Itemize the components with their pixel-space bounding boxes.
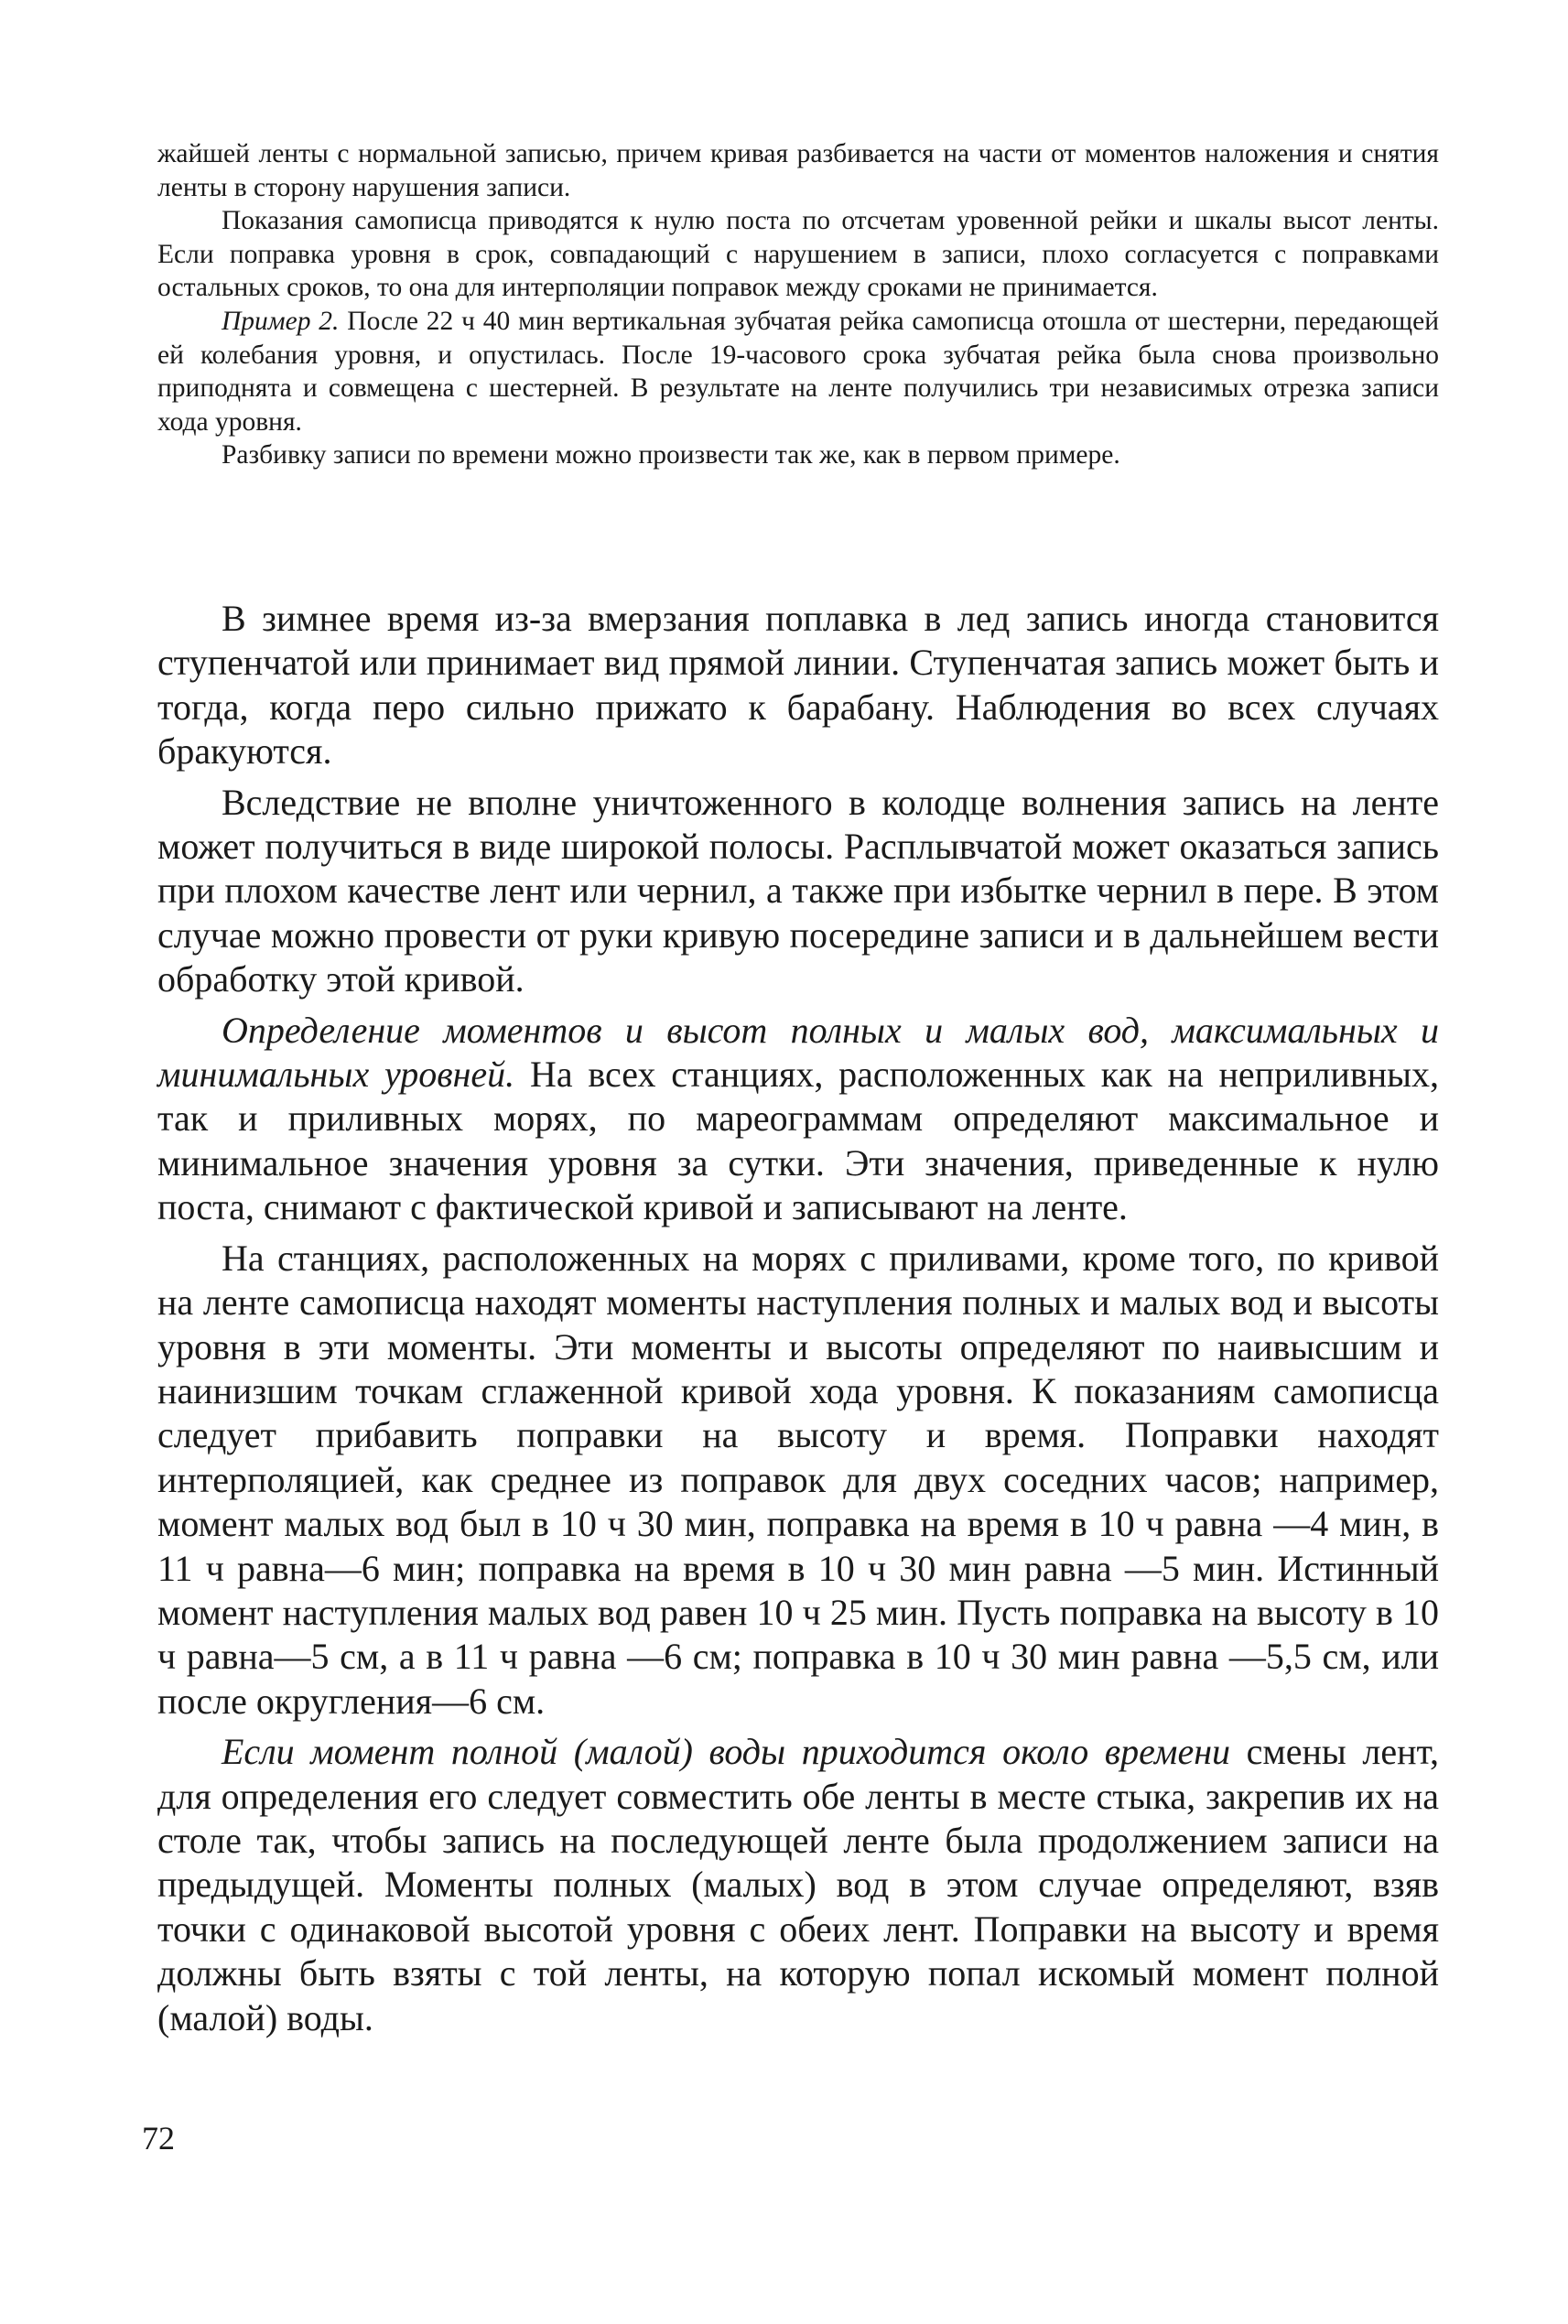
paragraph-time-split: Разбивку записи по времени можно произвести так же, как в первом примере. (222, 440, 1120, 470)
main-text-block (157, 597, 1439, 2047)
example-label: Пример 2. (222, 306, 340, 336)
paragraph-tides: На станциях, расположенных на морях с приливами, кроме того, по кривой на ленте самописца находят моменты наступления полных и малых вод и высоты уровня в эти моменты. Эти моменты и высоты определяют по наивысшим и наинизшим точкам сглаженной кривой хода уровня. К показаниям самописца следует прибавить поправки на высоту и время. Поправки находят интерполяцией, как среднее из поправок для двух соседних часов; например, момент малых вод был в 10 ч 30 мин, поправка на время в 10 ч равна —4 мин, в 11 ч равна—6 мин; поправка на время в 10 ч 30 мин равна —5 мин. Истинный момент наступления малых вод равен 10 ч 25 мин. Пусть поправка на высоту в 10 ч равна—5 см, а в 11 ч равна —6 см; поправка в 10 ч 30 мин равна —5,5 см, или после округления—6 см. (157, 1237, 1439, 1722)
paragraph-example-2 (157, 305, 1439, 438)
paragraph-tape-change (157, 1730, 1439, 2040)
section-text: На всех станциях, расположенных как на неприливных, так и приливных морях, по мареограммам определяют максимальное и минимальное значения уровня за сутки. Эти значения, приведенные к нулю поста, снимают с фактической кривой и записывают на ленте. (157, 1054, 1439, 1228)
paragraph-winter: В зимнее время из-за вмерзания поплавка в лед запись иногда становится ступенчатой или принимает вид прямой линии. Ступенчатая запись может быть и тогда, когда перо сильно прижато к барабану. Наблюдения во всех случаях бракуются. (157, 598, 1439, 773)
paragraph-determination (157, 1009, 1439, 1230)
section-heading: Определение моментов и высот полных и малых вод, максимальных и минимальных уровней. (157, 1009, 1439, 1096)
paragraph-readings: Показания самописца приводятся к нулю поста по отсчетам уровенной рейки и шкалы высот ленты. Если поправка уровня в срок, совпадающий с нарушением в записи, плохо согласуется с поправками остальных сроков, то она для интерполяции поправок между сроками не принимается. (157, 206, 1439, 303)
tape-change-italic: Если момент полной (малой) воды приходится около времени (222, 1731, 1231, 1773)
small-print-block (157, 137, 1439, 472)
example-text: После 22 ч 40 мин вертикальная зубчатая рейка самописца отошла от шестерни, передающей ей колебания уровня, и опустилась. После 19-часового срока зубчатая рейка была снова произвольно приподнята и совмещена с шестерней. В результате на ленте получились три независимых отрезка записи хода уровня. (157, 306, 1439, 437)
tape-change-text: смены лент, для определения его следует совместить обе ленты в месте стыка, закрепив их на столе так, чтобы запись на последующей ленте была продолжением записи на предыдущей. Моменты полных (малых) вод в этом случае определяют, взяв точки с одинаковой высотой уровня с обеих лент. Поправки на высоту и время должны быть взяты с той ленты, на которую попал искомый момент полной (малой) воды. (157, 1731, 1439, 2038)
page-number: 72 (142, 2120, 175, 2156)
paragraph-wide-band: Вследствие не вполне уничтоженного в колодце волнения запись на ленте может получиться в виде широкой полосы. Расплывчатой может оказаться запись при плохом качестве лент или чернил, а также при избытке чернил в пере. В этом случае можно провести от руки кривую посередине записи и в дальнейшем вести обработку этой кривой. (157, 781, 1439, 1000)
paragraph-continuation: жайшей ленты с нормальной записью, причем кривая разбивается на части от моментов наложения и снятия ленты в сторону нарушения записи. (157, 139, 1439, 202)
